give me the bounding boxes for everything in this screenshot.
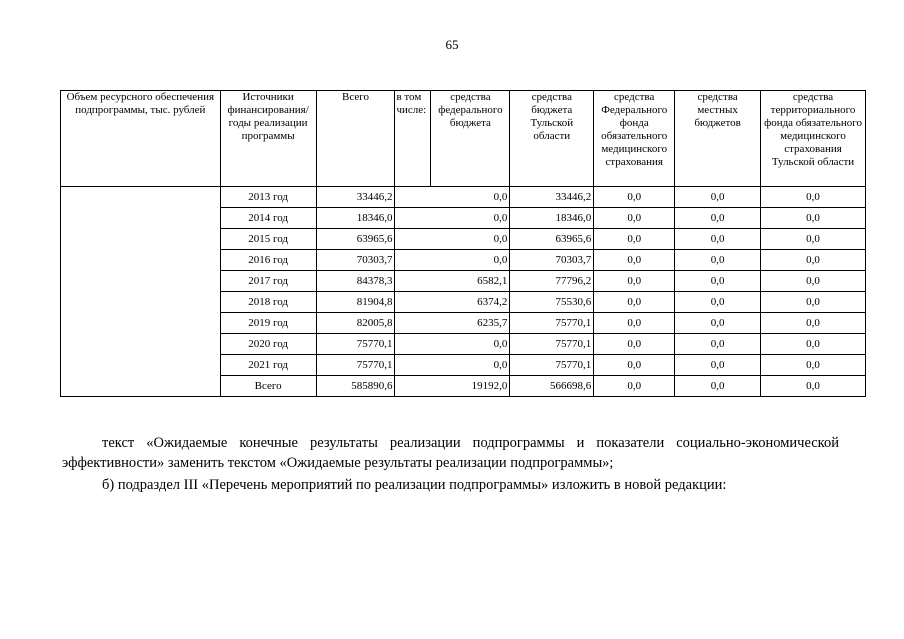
local-cell: 0,0 [675, 355, 761, 376]
header-cell: средства местных бюджетов [675, 91, 761, 187]
tfoms-cell: 0,0 [761, 355, 866, 376]
year-cell: 2021 год [220, 355, 316, 376]
tfoms-cell: 0,0 [761, 313, 866, 334]
tfoms-cell: 0,0 [761, 229, 866, 250]
ffoms-cell: 0,0 [594, 208, 675, 229]
local-cell: 0,0 [675, 334, 761, 355]
federal-cell: 0,0 [395, 355, 510, 376]
year-cell: Всего [220, 376, 316, 397]
regional-cell: 75770,1 [510, 313, 594, 334]
ffoms-cell: 0,0 [594, 271, 675, 292]
local-cell: 0,0 [675, 229, 761, 250]
header-cell: Объем ресурсного обеспечения подпрограммы, тыс. рублей [61, 91, 221, 187]
year-cell: 2013 год [220, 187, 316, 208]
regional-cell: 566698,6 [510, 376, 594, 397]
federal-cell: 0,0 [395, 229, 510, 250]
table-header-row [61, 91, 866, 187]
local-cell: 0,0 [675, 208, 761, 229]
federal-cell: 6582,1 [395, 271, 510, 292]
total-cell: 75770,1 [316, 355, 395, 376]
ffoms-cell: 0,0 [594, 187, 675, 208]
regional-cell: 70303,7 [510, 250, 594, 271]
local-cell: 0,0 [675, 250, 761, 271]
total-cell: 84378,3 [316, 271, 395, 292]
ffoms-cell: 0,0 [594, 229, 675, 250]
total-cell: 70303,7 [316, 250, 395, 271]
page-number: 65 [445, 37, 459, 52]
local-cell: 0,0 [675, 376, 761, 397]
federal-cell: 0,0 [395, 250, 510, 271]
year-cell: 2016 год [220, 250, 316, 271]
tfoms-cell: 0,0 [761, 334, 866, 355]
total-cell: 63965,6 [316, 229, 395, 250]
year-cell: 2014 год [220, 208, 316, 229]
tfoms-cell: 0,0 [761, 271, 866, 292]
regional-cell: 75530,6 [510, 292, 594, 313]
federal-cell: 0,0 [395, 187, 510, 208]
regional-cell: 18346,0 [510, 208, 594, 229]
total-cell: 33446,2 [316, 187, 395, 208]
total-cell: 585890,6 [316, 376, 395, 397]
local-cell: 0,0 [675, 313, 761, 334]
year-cell: 2020 год [220, 334, 316, 355]
local-cell: 0,0 [675, 292, 761, 313]
total-cell: 18346,0 [316, 208, 395, 229]
ffoms-cell: 0,0 [594, 376, 675, 397]
header-cell: средства федерального бюджета [431, 91, 510, 187]
federal-cell: 6374,2 [395, 292, 510, 313]
paragraph-replace-text: текст «Ожидаемые конечные результаты реализации подпрограммы и показатели социально-экономической эффективности» заменить текстом «Ожидаемые результаты реализации подпрограммы»; [62, 434, 839, 471]
ffoms-cell: 0,0 [594, 334, 675, 355]
year-cell: 2019 год [220, 313, 316, 334]
merged-label-cell [61, 187, 221, 397]
ffoms-cell: 0,0 [594, 250, 675, 271]
funding-table [60, 90, 866, 397]
regional-cell: 33446,2 [510, 187, 594, 208]
header-cell: средства Федерального фонда обязательного медицинского страхования [594, 91, 675, 187]
table-row [61, 187, 866, 208]
local-cell: 0,0 [675, 187, 761, 208]
federal-cell: 0,0 [395, 334, 510, 355]
tfoms-cell: 0,0 [761, 292, 866, 313]
regional-cell: 75770,1 [510, 355, 594, 376]
ffoms-cell: 0,0 [594, 355, 675, 376]
year-cell: 2017 год [220, 271, 316, 292]
total-cell: 75770,1 [316, 334, 395, 355]
regional-cell: 77796,2 [510, 271, 594, 292]
header-cell: средства бюджета Тульской области [510, 91, 594, 187]
header-cell: в том числе: [395, 91, 431, 187]
federal-cell: 6235,7 [395, 313, 510, 334]
paragraph-subsection-b: б) подраздел III «Перечень мероприятий по реализации подпрограммы» изложить в новой редакции: [102, 476, 727, 493]
tfoms-cell: 0,0 [761, 208, 866, 229]
tfoms-cell: 0,0 [761, 250, 866, 271]
federal-cell: 0,0 [395, 208, 510, 229]
regional-cell: 63965,6 [510, 229, 594, 250]
ffoms-cell: 0,0 [594, 313, 675, 334]
tfoms-cell: 0,0 [761, 187, 866, 208]
local-cell: 0,0 [675, 271, 761, 292]
header-cell: Всего [316, 91, 395, 187]
total-cell: 82005,8 [316, 313, 395, 334]
header-cell: Источники финансирования/ годы реализации программы [220, 91, 316, 187]
year-cell: 2015 год [220, 229, 316, 250]
total-cell: 81904,8 [316, 292, 395, 313]
federal-cell: 19192,0 [395, 376, 510, 397]
year-cell: 2018 год [220, 292, 316, 313]
regional-cell: 75770,1 [510, 334, 594, 355]
tfoms-cell: 0,0 [761, 376, 866, 397]
ffoms-cell: 0,0 [594, 292, 675, 313]
header-cell: средства территориального фонда обязательного медицинского страхования Тульской области [761, 91, 866, 187]
